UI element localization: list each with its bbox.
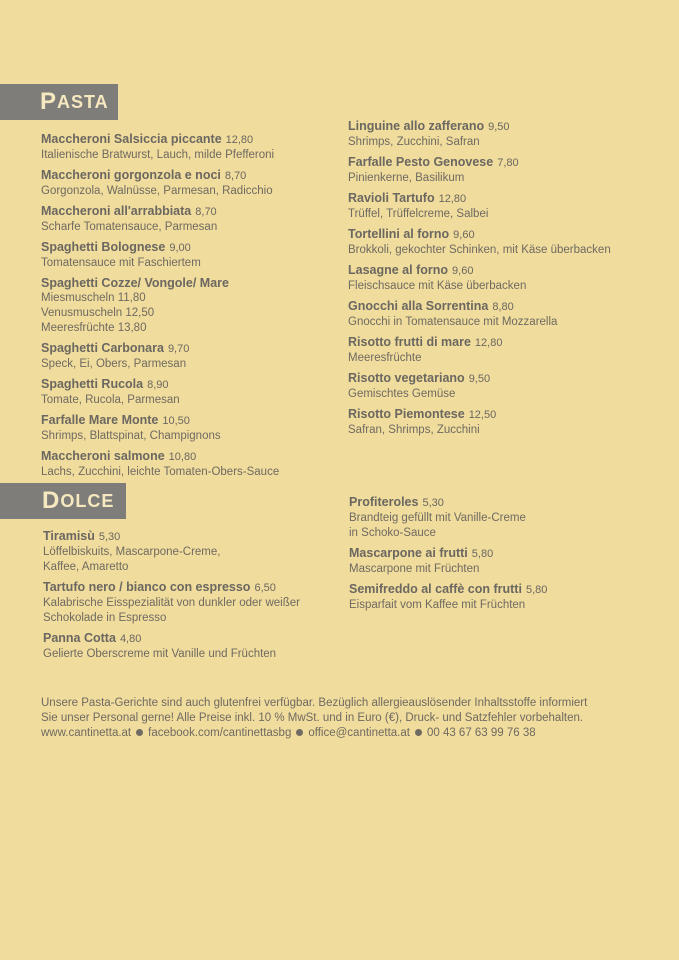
dish-name: Risotto frutti di mare: [348, 335, 471, 349]
menu-item-name: [348, 226, 648, 243]
menu-item: [41, 203, 331, 235]
dish-name: Risotto Piemontese: [348, 407, 465, 421]
menu-item-description: Tomatensauce mit Faschiertem: [41, 257, 201, 269]
menu-item: [348, 118, 648, 150]
menu-item: [348, 226, 648, 258]
dish-price: 4,80: [119, 633, 142, 645]
dish-name: Spaghetti Bolognese: [41, 240, 166, 254]
menu-item-name: [348, 406, 648, 423]
menu-item-name: [41, 203, 331, 220]
menu-item-description: Kalabrische Eisspezialität von dunkler oder weißer: [43, 597, 300, 609]
dish-name: Tiramisù: [43, 529, 95, 543]
dish-price: 8,70: [224, 170, 247, 182]
footer-price-note: Sie unser Personal gerne! Alle Preise inkl. 10 % MwSt. und in Euro (€), Druck- und Satzfehler vorbehalten.: [41, 712, 584, 724]
dish-price: 12,50: [468, 409, 497, 421]
menu-item: [349, 494, 649, 541]
dish-price: 9,60: [452, 265, 474, 277]
menu-item-description: Trüffel, Trüffelcreme, Salbei: [348, 208, 489, 220]
menu-item-name: [41, 131, 331, 148]
menu-item: [41, 376, 331, 408]
phone-number: 00 43 67 63 99 76 38: [426, 727, 536, 739]
dish-name: Maccheroni salmone: [41, 449, 165, 463]
menu-item-description: Gemischtes Gemüse: [348, 388, 456, 400]
menu-item: [348, 190, 648, 222]
heading-rest: ASTA: [57, 91, 109, 112]
menu-item-name: [348, 190, 648, 207]
pasta-menu-right-column: [348, 118, 648, 442]
menu-item-description: Fleischsauce mit Käse überbacken: [348, 280, 527, 292]
menu-item-description: Brandteig gefüllt mit Vanille-Creme: [349, 512, 526, 524]
menu-item: [41, 340, 331, 372]
menu-item: [349, 581, 649, 613]
menu-item-description: Mascarpone mit Früchten: [349, 563, 480, 575]
menu-item: [41, 412, 331, 444]
menu-item-description: Miesmuscheln 11,80: [41, 292, 146, 304]
dish-name: Risotto vegetariano: [348, 371, 465, 385]
menu-item: [348, 406, 648, 438]
menu-item-description: Shrimps, Blattspinat, Champignons: [41, 430, 221, 442]
dish-name: Panna Cotta: [43, 631, 116, 645]
dish-name: Profiteroles: [349, 495, 419, 509]
dish-name: Lasagne al forno: [348, 263, 449, 277]
dish-name: Farfalle Pesto Genovese: [348, 155, 494, 169]
menu-item-name: [348, 154, 648, 171]
dolce-menu-left-column: [43, 528, 333, 666]
menu-item-name: [41, 376, 331, 393]
menu-item-name: [348, 298, 648, 315]
menu-item-description: Gelierte Oberscreme mit Vanille und Früchten: [43, 648, 277, 660]
dish-name: Tortellini al forno: [348, 227, 450, 241]
dish-name: Maccheroni Salsiccia piccante: [41, 132, 222, 146]
menu-item-name: [41, 448, 331, 465]
menu-item-description: Scharfe Tomatensauce, Parmesan: [41, 221, 218, 233]
menu-item-description: Shrimps, Zucchini, Safran: [348, 136, 480, 148]
menu-item: [348, 154, 648, 186]
menu-item-name: [41, 340, 331, 357]
section-heading-dolce: [0, 483, 126, 519]
menu-item-description: Meeresfrüchte: [348, 352, 422, 364]
facebook-link[interactable]: facebook.com/cantinettasbg: [148, 727, 292, 739]
menu-item-description: in Schoko-Sauce: [349, 527, 436, 539]
dish-name: Spaghetti Rucola: [41, 377, 144, 391]
menu-item-name: [348, 262, 648, 279]
dish-price: 8,90: [147, 379, 169, 391]
menu-item-description: Eisparfait vom Kaffee mit Früchten: [349, 599, 526, 611]
heading-rest: OLCE: [60, 490, 115, 511]
bullet-dot-icon: [136, 729, 143, 736]
menu-item-name: [41, 275, 331, 291]
dish-price: 5,30: [98, 531, 121, 543]
dish-name: Ravioli Tartufo: [348, 191, 435, 205]
dish-price: 10,50: [162, 415, 190, 427]
dish-price: 5,80: [471, 548, 494, 560]
heading-initial: P: [40, 88, 58, 115]
bullet-dot-icon: [296, 729, 303, 736]
dish-price: 9,00: [169, 242, 191, 254]
footer-allergy-note: Unsere Pasta-Gerichte sind auch glutenfrei verfügbar. Bezüglich allergieauslösender Inhaltsstoffe informiert: [41, 697, 588, 709]
bullet-dot-icon: [415, 729, 422, 736]
menu-item-name: [43, 528, 333, 545]
menu-item-description: Speck, Ei, Obers, Parmesan: [41, 358, 187, 370]
menu-item-description: Pinienkerne, Basilikum: [348, 172, 465, 184]
menu-item: [43, 630, 333, 662]
dish-name: Farfalle Mare Monte: [41, 413, 159, 427]
menu-item-description: Lachs, Zucchini, leichte Tomaten-Obers-Sauce: [41, 466, 280, 478]
footer-contact-line: [41, 726, 651, 741]
menu-item-description: Schokolade in Espresso: [43, 612, 167, 624]
menu-item: [41, 239, 331, 271]
dish-name: Maccheroni all'arrabbiata: [41, 204, 192, 218]
dish-price: 12,80: [225, 134, 254, 146]
menu-item-name: [41, 412, 331, 429]
menu-item-name: [349, 545, 649, 562]
dish-name: Maccheroni gorgonzola e noci: [41, 168, 221, 182]
dish-name: Gnocchi alla Sorrentina: [348, 299, 489, 313]
menu-item: [41, 448, 331, 480]
menu-item: [349, 545, 649, 577]
menu-item: [41, 167, 331, 199]
dish-price: 10,80: [168, 451, 197, 463]
menu-item: [43, 528, 333, 575]
pasta-menu-left-column: [41, 131, 331, 484]
dolce-menu-right-column: [349, 494, 649, 617]
menu-item-description: Italienische Bratwurst, Lauch, milde Pfefferoni: [41, 149, 275, 161]
menu-item-description: Meeresfrüchte 13,80: [41, 322, 147, 334]
email-link[interactable]: office@cantinetta.at: [308, 727, 410, 739]
footer-info: [41, 696, 651, 741]
dish-name: Tartufo nero / bianco con espresso: [43, 580, 251, 594]
menu-item-description: Kaffee, Amaretto: [43, 561, 129, 573]
dish-price: 8,80: [492, 301, 514, 313]
dish-name: Linguine allo zafferano: [348, 119, 485, 133]
heading-initial: D: [42, 487, 61, 514]
menu-item-description: Gnocchi in Tomatensauce mit Mozzarella: [348, 316, 558, 328]
menu-item-description: Löffelbiskuits, Mascarpone-Creme,: [43, 546, 221, 558]
menu-item: [348, 298, 648, 330]
dish-price: 9,70: [167, 343, 190, 355]
menu-item-description: Tomate, Rucola, Parmesan: [41, 394, 180, 406]
menu-item-name: [41, 167, 331, 184]
menu-item-name: [43, 579, 333, 596]
menu-item-description: Venusmuscheln 12,50: [41, 307, 155, 319]
dish-price: 7,80: [497, 157, 519, 169]
dish-price: 9,50: [488, 121, 510, 133]
dish-name: Mascarpone ai frutti: [349, 546, 468, 560]
menu-item-name: [349, 494, 649, 511]
dish-price: 12,80: [474, 337, 503, 349]
menu-item-name: [348, 370, 648, 387]
menu-item-name: [349, 581, 649, 598]
menu-item-name: [348, 118, 648, 135]
dish-price: 12,80: [438, 193, 467, 205]
menu-item: [43, 579, 333, 626]
menu-item-description: Gorgonzola, Walnüsse, Parmesan, Radicchio: [41, 185, 273, 197]
menu-item-description: Safran, Shrimps, Zucchini: [348, 424, 480, 436]
menu-item-name: [348, 334, 648, 351]
menu-item-name: [41, 239, 331, 256]
dish-price: 8,70: [195, 206, 217, 218]
website-link[interactable]: www.cantinetta.at: [41, 727, 132, 739]
menu-item: [41, 275, 331, 336]
menu-item: [348, 370, 648, 402]
section-heading-pasta: [0, 84, 118, 120]
menu-item-description: Brokkoli, gekochter Schinken, mit Käse überbacken: [348, 244, 611, 256]
dish-price: 5,80: [525, 584, 548, 596]
dish-name: Spaghetti Carbonara: [41, 341, 164, 355]
dish-price: 9,50: [468, 373, 491, 385]
menu-item-name: [43, 630, 333, 647]
dish-price: 9,60: [453, 229, 475, 241]
menu-item: [348, 334, 648, 366]
dish-price: 6,50: [254, 582, 276, 594]
dish-price: 5,30: [422, 497, 444, 509]
menu-item: [41, 131, 331, 163]
menu-item: [348, 262, 648, 294]
dish-name: Semifreddo al caffè con frutti: [349, 582, 522, 596]
dish-name: Spaghetti Cozze/ Vongole/ Mare: [41, 276, 229, 290]
